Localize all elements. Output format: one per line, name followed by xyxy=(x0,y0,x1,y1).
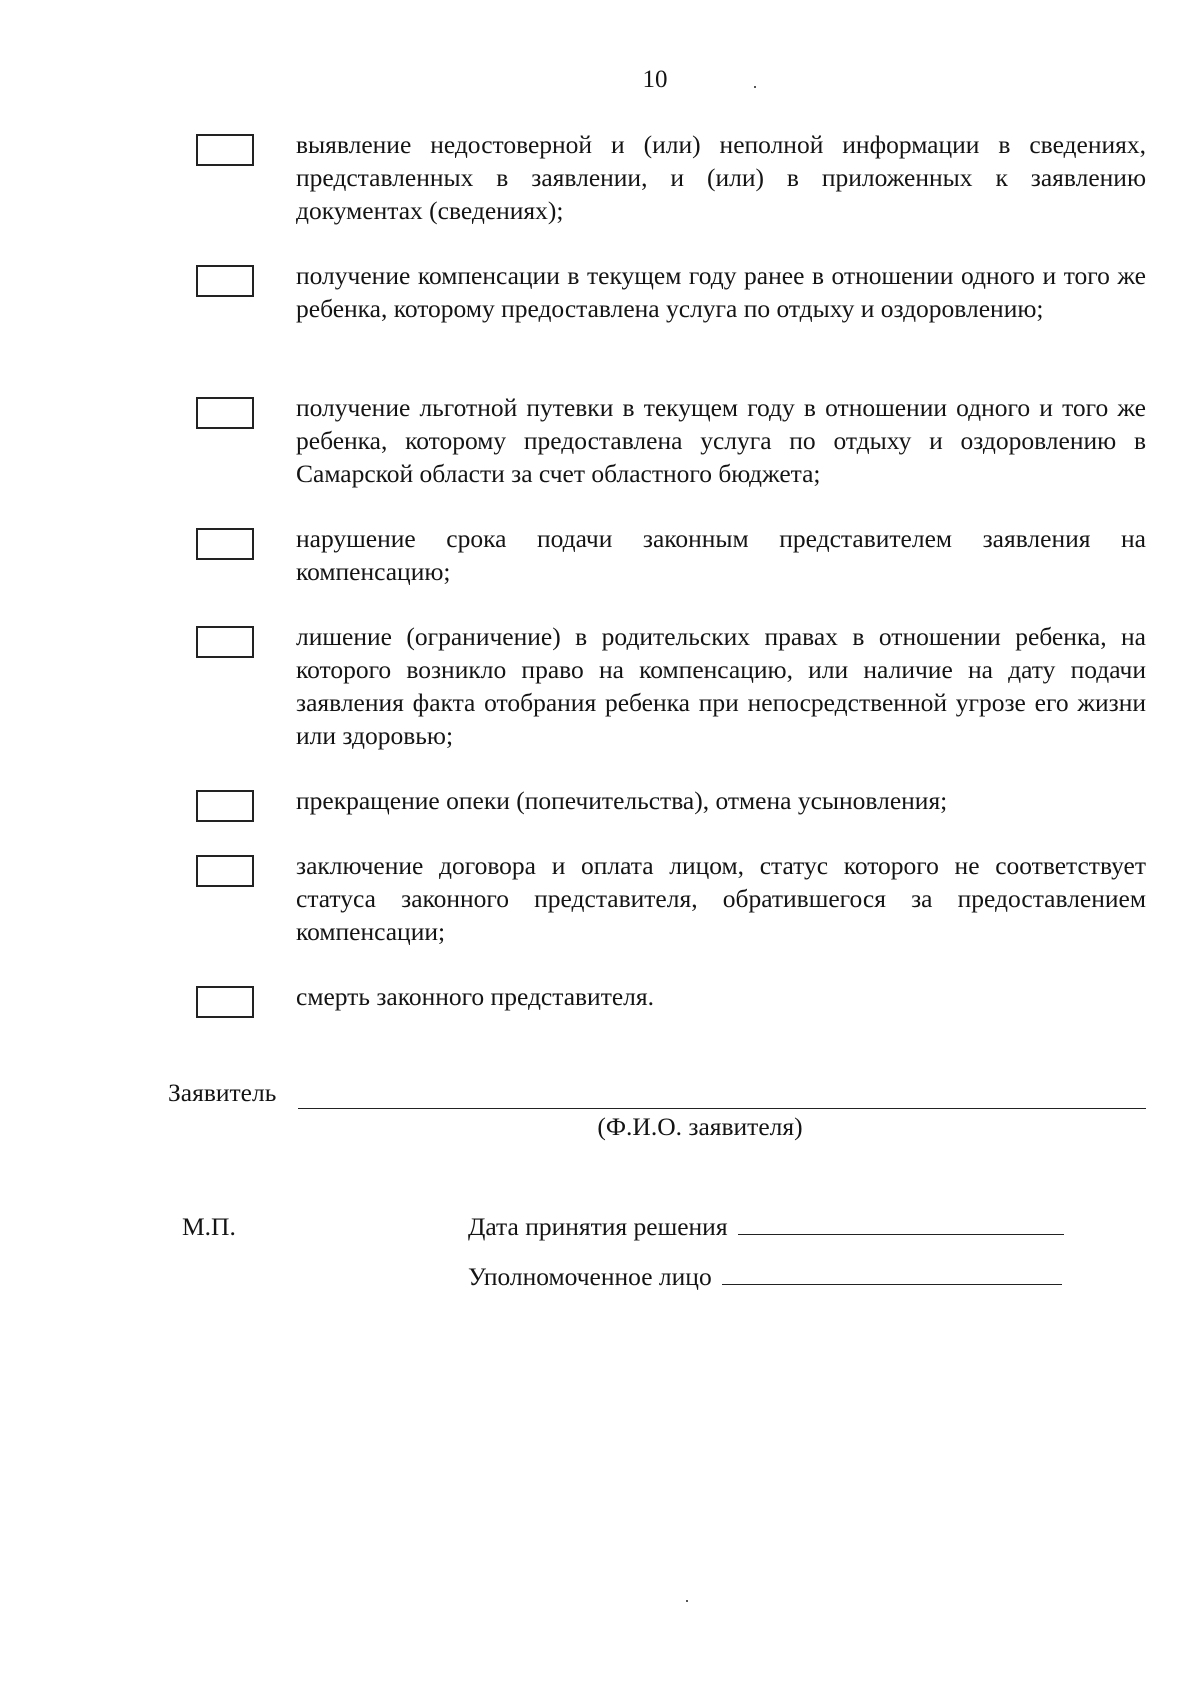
reason-checkbox[interactable] xyxy=(196,528,254,560)
scan-speck xyxy=(754,86,756,88)
authorized-person-label: Уполномоченное лицо xyxy=(468,1262,712,1291)
decision-date-label: Дата принятия решения xyxy=(468,1212,728,1241)
reason-text: лишение (ограничение) в родительских правах в отношении ребенка, на которого возникло право на компенсацию, или наличие на дату подачи заявления факта отобрания ребенка при непосредственной угрозе его жизни или здоровью; xyxy=(296,622,1146,750)
reason-checkbox[interactable] xyxy=(196,855,254,887)
reason-text: прекращение опеки (попечительства), отмена усыновления; xyxy=(296,786,948,815)
reason-text: нарушение срока подачи законным представителем заявления на компенсацию; xyxy=(296,524,1146,586)
reason-checkbox[interactable] xyxy=(196,134,254,166)
reason-checkbox[interactable] xyxy=(196,265,254,297)
reason-text: получение компенсации в текущем году ранее в отношении одного и того же ребенка, которому предоставлена услуга по отдыху и оздоровлению; xyxy=(296,261,1146,323)
decision-date-row xyxy=(468,1212,1064,1242)
page-number: 10 xyxy=(642,66,668,93)
decision-date-line[interactable] xyxy=(738,1234,1064,1235)
applicant-signature-line[interactable] xyxy=(298,1108,1146,1109)
applicant-name-hint: (Ф.И.О. заявителя) xyxy=(597,1112,803,1141)
reason-text: выявление недостоверной и (или) неполной информации в сведениях, представленных в заявлении, и (или) в приложенных к заявлению документах (сведениях); xyxy=(296,130,1146,225)
scan-speck xyxy=(686,1600,688,1602)
reason-text: получение льготной путевки в текущем году в отношении одного и того же ребенка, которому предоставлена услуга по отдыху и оздоровлению в Самарской области за счет областного бюджета; xyxy=(296,393,1146,488)
reason-text: заключение договора и оплата лицом, статус которого не соответствует статуса законного представителя, обратившегося за предоставлением компенсации; xyxy=(296,851,1146,946)
stamp-label: М.П. xyxy=(182,1212,236,1241)
authorized-person-line[interactable] xyxy=(722,1284,1062,1285)
applicant-label: Заявитель xyxy=(168,1078,277,1107)
reason-text: смерть законного представителя. xyxy=(296,982,654,1011)
reason-checkbox[interactable] xyxy=(196,790,254,822)
reason-checkbox[interactable] xyxy=(196,626,254,658)
authorized-person-row xyxy=(468,1262,1062,1292)
reason-checkbox[interactable] xyxy=(196,397,254,429)
reason-checkbox[interactable] xyxy=(196,986,254,1018)
